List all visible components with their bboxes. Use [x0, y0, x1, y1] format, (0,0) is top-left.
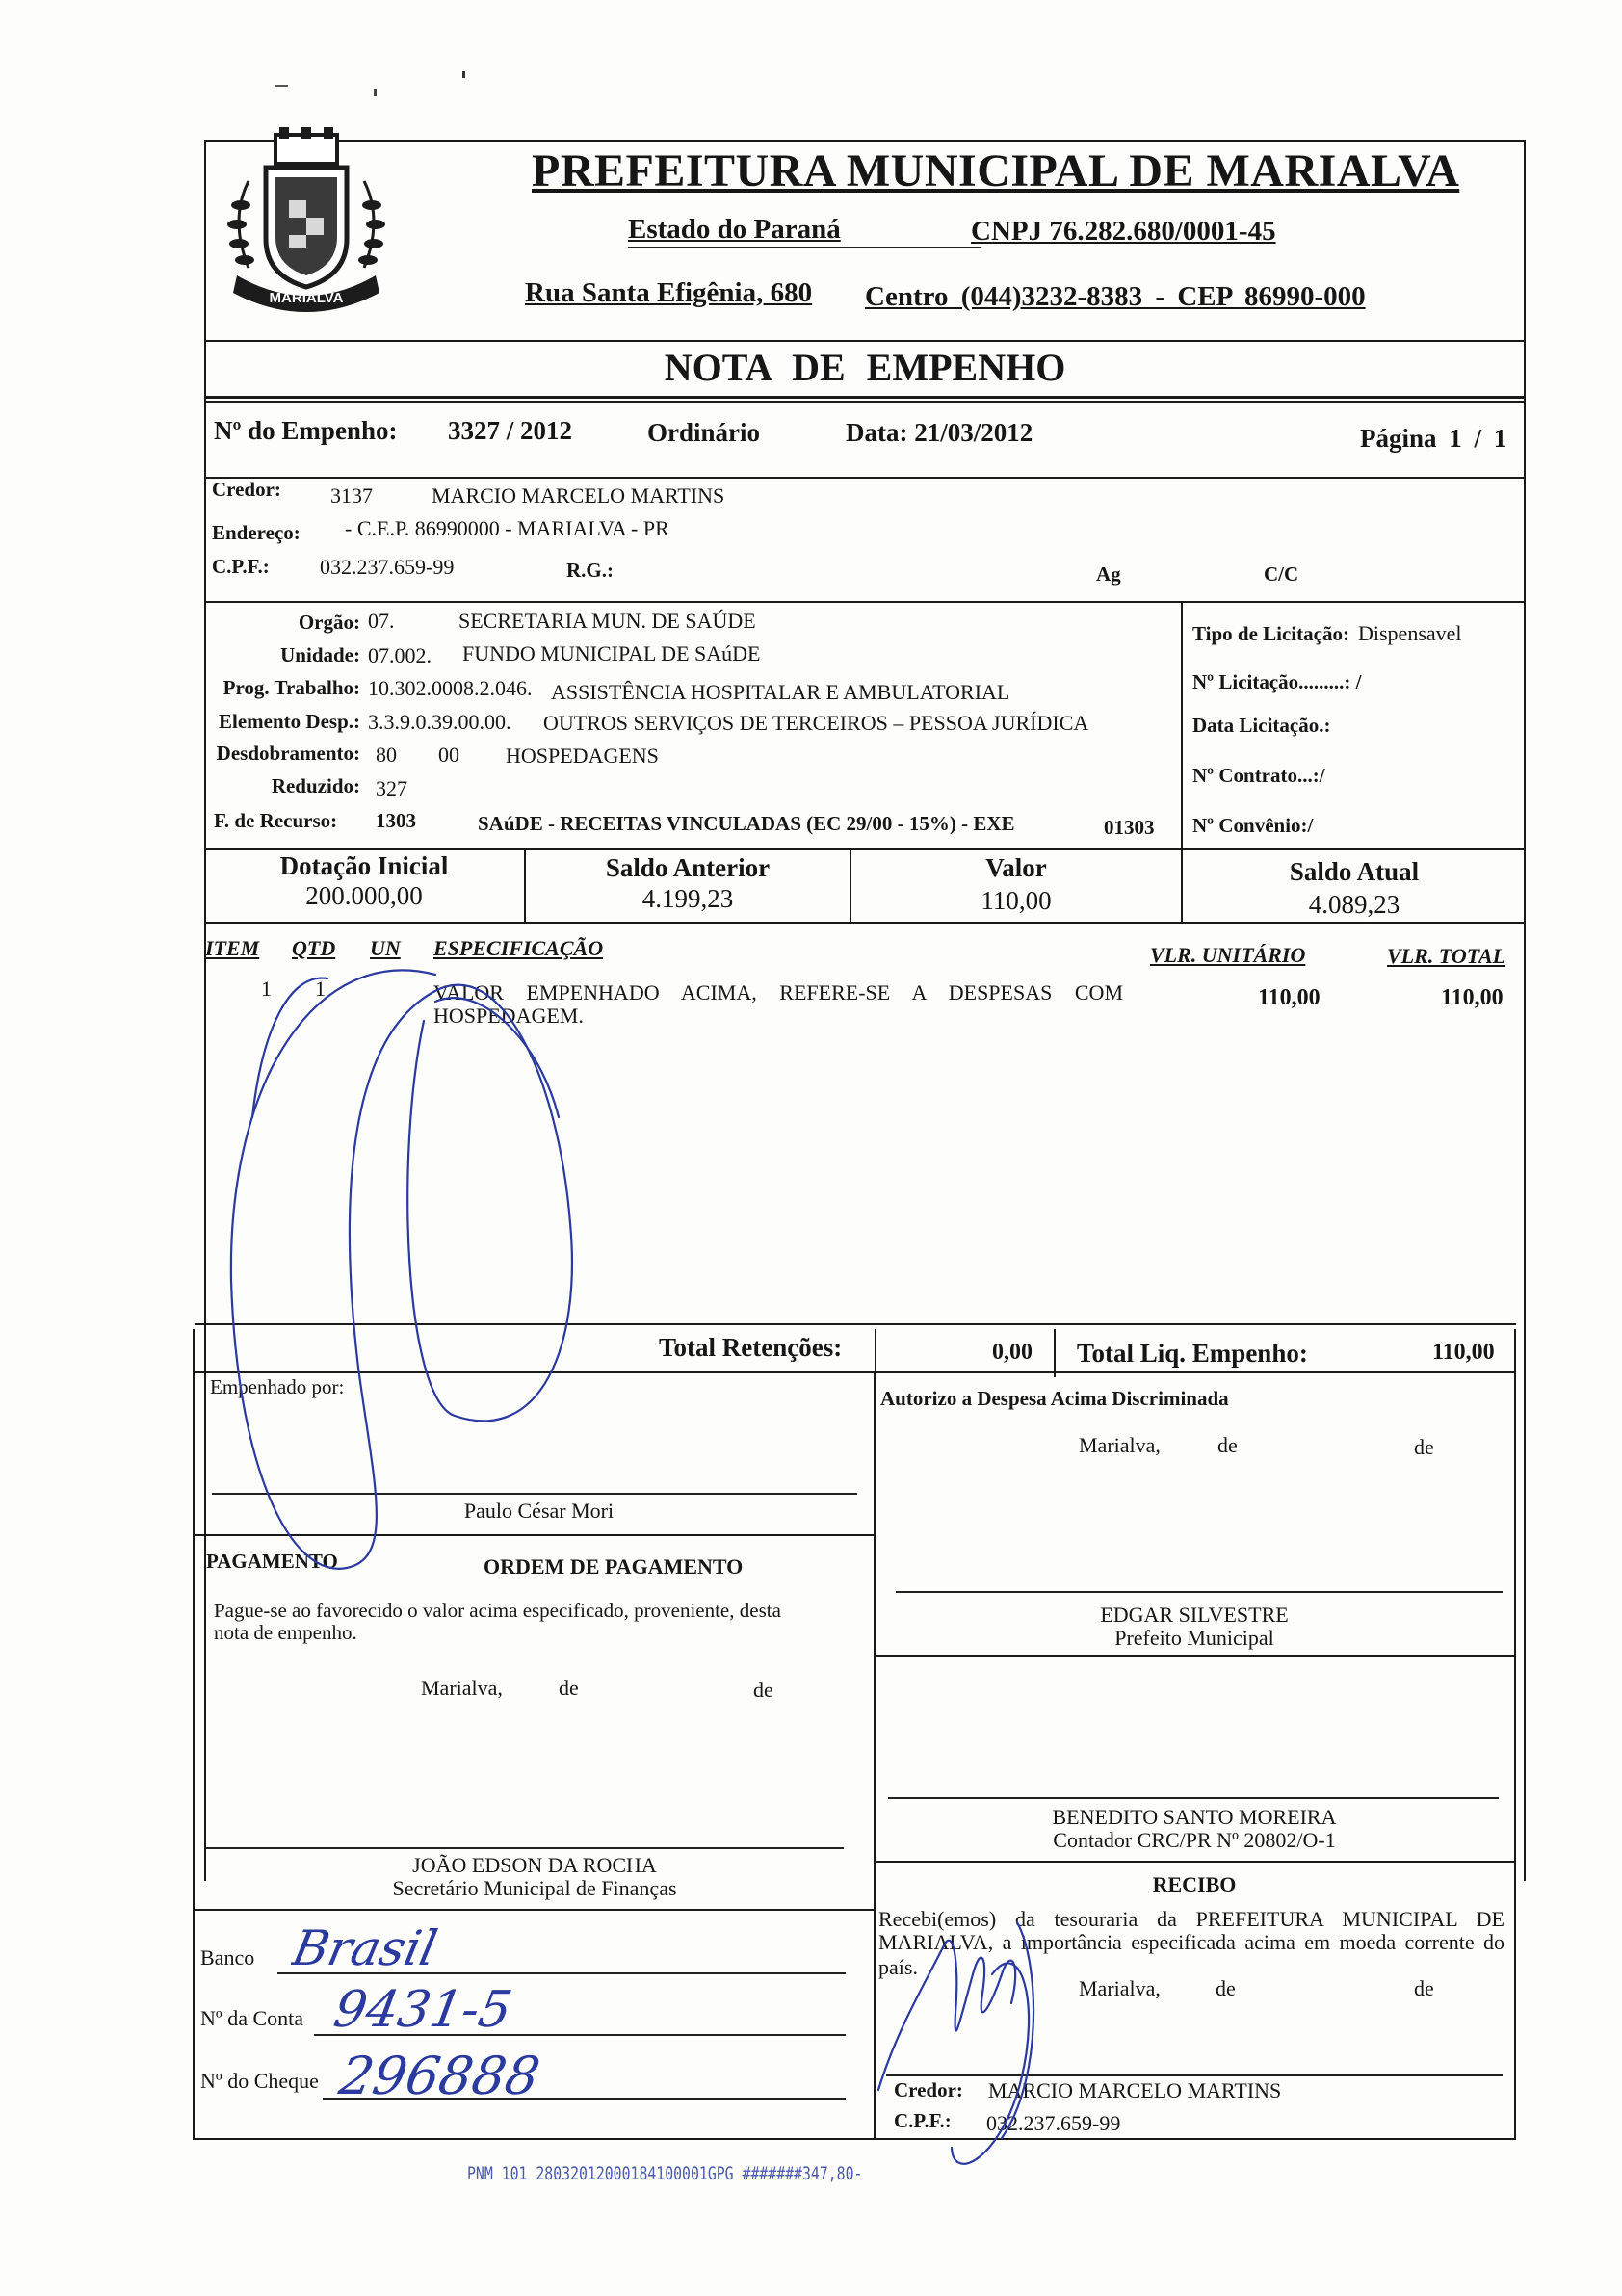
rule-budget-split	[1181, 601, 1183, 849]
recibo-cpf-label: C.P.F.:	[894, 2109, 952, 2132]
row-spec-line2: HOSPEDAGEM.	[433, 1004, 584, 1028]
elemento-code: 3.3.9.0.39.00.00.	[368, 710, 511, 734]
autorizo-de1: de	[1217, 1433, 1238, 1457]
col-spec: ESPECIFICAÇÃO	[433, 936, 604, 960]
frame-left-lower	[193, 1329, 195, 2140]
rule-empenho	[204, 477, 1526, 479]
data-licitacao: Data Licitação.:	[1192, 714, 1331, 737]
recibo-text-2: MARIALVA, a importância especificada acima em moeda corrente do	[878, 1930, 1504, 1954]
row-total: 110,00	[1441, 985, 1504, 1010]
rule-sign-split	[874, 1371, 876, 2138]
saldo-atual-value: 4.089,23	[1308, 890, 1400, 919]
rule-budget	[204, 848, 1526, 850]
unidade: FUNDO MUNICIPAL DE SAúDE	[462, 641, 761, 665]
scan-mark	[374, 89, 377, 96]
dotacao-label: Dotação Inicial	[279, 851, 449, 880]
pagamento-text-2: nota de empenho.	[214, 1621, 357, 1644]
rule-saldos	[204, 922, 1526, 924]
header-contact: Centro (044)3232-8383 - CEP 86990-000	[865, 281, 1366, 312]
rule-header	[204, 340, 1526, 342]
pagamento-role: Secretário Municipal de Finanças	[392, 1876, 677, 1900]
banco-label: Banco	[200, 1945, 255, 1970]
orgao: SECRETARIA MUN. DE SAÚDE	[458, 609, 756, 633]
contador-role: Contador CRC/PR Nº 20802/O-1	[1053, 1828, 1336, 1852]
tipo-licitacao-label: Tipo de Licitação:	[1192, 622, 1349, 645]
orgao-code: 07.	[368, 609, 395, 633]
pagamento-title: ORDEM DE PAGAMENTO	[484, 1554, 744, 1578]
autorizo-de2: de	[1414, 1435, 1434, 1459]
signature-oval	[231, 970, 572, 1568]
retencoes-value: 0,00	[992, 1340, 1033, 1365]
banco-line	[277, 1972, 846, 1974]
autorizo-signer: EDGAR SILVESTRE	[1100, 1603, 1289, 1627]
recibo-sign-line	[886, 2074, 1503, 2076]
retencoes-label: Total Retenções:	[659, 1333, 843, 1362]
recibo-place: Marialva,	[1079, 1976, 1161, 2000]
unidade-code: 07.002.	[368, 643, 432, 667]
credor-cpf: 032.237.659-99	[320, 555, 455, 579]
rule-bank	[195, 1909, 875, 1911]
crest-text: MARIALVA	[269, 290, 344, 306]
empenhado-label: Empenhado por:	[210, 1375, 345, 1398]
numero-licitacao: Nº Licitação.........: /	[1192, 670, 1362, 693]
header-cnpj: CNPJ 76.282.680/0001-45	[971, 216, 1276, 247]
valor-label: Valor	[985, 853, 1047, 882]
footer-code: PNM 101 28032012000184100001GPG #######347,80-	[467, 2163, 863, 2184]
empenhado-sign-line	[212, 1493, 857, 1495]
pagamento-label: PAGAMENTO	[206, 1550, 338, 1573]
cpf-label: C.P.F.:	[212, 555, 270, 578]
cc-label: C/C	[1264, 562, 1299, 586]
recibo-title: RECIBO	[1152, 1872, 1237, 1896]
elemento-label: Elemento Desp.:	[219, 710, 360, 733]
empenho-number: 3327 / 2012	[448, 416, 573, 445]
conta-value: 9431-5	[331, 1980, 516, 2039]
contrato: Nº Contrato...:/	[1192, 764, 1325, 787]
header-title: PREFEITURA MUNICIPAL DE MARIALVA	[532, 145, 1460, 196]
saldo-anterior-label: Saldo Anterior	[605, 853, 771, 882]
convenio: Nº Convênio:/	[1192, 814, 1314, 837]
rule-recibo	[875, 1861, 1516, 1863]
credor-name: MARCIO MARCELO MARTINS	[432, 483, 725, 508]
saldo-atual-label: Saldo Atual	[1289, 857, 1420, 886]
empenho-type: Ordinário	[647, 418, 761, 447]
row-qtd: 1	[315, 977, 326, 1001]
row-item: 1	[261, 977, 272, 1001]
recibo-de2: de	[1414, 1976, 1434, 2000]
empenho-page: Página 1 / 1	[1360, 424, 1507, 453]
rule-totals-1	[875, 1329, 876, 1377]
empenho-number-label: Nº do Empenho:	[214, 416, 398, 445]
recibo-text-3: país.	[878, 1955, 918, 1979]
recurso: SAúDE - RECEITAS VINCULADAS (EC 29/00 - 15%) - EXE	[478, 812, 1015, 835]
pagamento-signer: JOÃO EDSON DA ROCHA	[412, 1853, 657, 1877]
row-unit: 110,00	[1258, 985, 1321, 1010]
pagamento-sign-line	[206, 1847, 844, 1849]
prog-label: Prog. Trabalho:	[222, 676, 360, 699]
banco-value: Brasil	[291, 1919, 442, 1976]
elemento: OUTROS SERVIÇOS DE TERCEIROS – PESSOA JURÍDICA	[543, 711, 1089, 735]
autorizo-role: Prefeito Municipal	[1114, 1626, 1274, 1650]
col-unit: VLR. UNITÁRIO	[1150, 943, 1306, 967]
credor-label: Credor:	[212, 478, 281, 501]
empenhado-signer: Paulo César Mori	[463, 1499, 615, 1523]
header-state: Estado do Paraná	[628, 214, 841, 245]
recibo-credor: MARCIO MARCELO MARTINS	[988, 2078, 1282, 2102]
credor-code: 3137	[330, 483, 373, 508]
recurso-code: 1303	[376, 809, 416, 832]
recurso-num: 01303	[1104, 816, 1155, 839]
desdobramento-label: Desdobramento:	[216, 742, 360, 765]
recibo-cpf: 032.237.659-99	[986, 2111, 1121, 2135]
rule-title-2	[204, 401, 1526, 403]
prog-code: 10.302.0008.2.046.	[368, 676, 533, 700]
orgao-label: Orgão:	[298, 611, 360, 634]
col-total: VLR. TOTAL	[1387, 944, 1506, 968]
col-un: UN	[370, 936, 401, 960]
autorizo-place: Marialva,	[1079, 1433, 1161, 1457]
cheque-label: Nº do Cheque	[200, 2069, 319, 2093]
recibo-credor-label: Credor:	[894, 2078, 963, 2101]
rule-totals-2	[1054, 1329, 1056, 1377]
liquido-value: 110,00	[1432, 1340, 1495, 1365]
conta-handwritten	[331, 1974, 620, 2042]
contador-signer: BENEDITO SANTO MOREIRA	[1052, 1805, 1337, 1829]
pagamento-place: Marialva,	[421, 1676, 503, 1700]
col-qtd: QTD	[292, 936, 336, 960]
rule-contador	[875, 1655, 1516, 1657]
frame-top	[204, 140, 1526, 142]
liquido-label: Total Liq. Empenho:	[1077, 1339, 1308, 1368]
conta-line	[314, 2034, 846, 2036]
pagamento-de2: de	[753, 1678, 773, 1702]
header-address: Rua Santa Efigênia, 680	[525, 277, 813, 308]
prog: ASSISTÊNCIA HOSPITALAR E AMBULATORIAL	[551, 680, 1010, 704]
address-label: Endereço:	[212, 521, 301, 544]
ag-label: Ag	[1096, 562, 1121, 586]
tipo-licitacao: Dispensavel	[1358, 621, 1462, 645]
reduzido-label: Reduzido:	[271, 774, 360, 797]
conta-label: Nº da Conta	[200, 2006, 304, 2030]
document-title: NOTA DE EMPENHO	[664, 346, 1066, 389]
valor-value: 110,00	[981, 886, 1052, 915]
rule-title-1	[204, 396, 1526, 399]
frame-bottom	[193, 2138, 1516, 2140]
scan-mark	[462, 71, 465, 78]
header-state-rule	[628, 247, 981, 248]
contador-sign-line	[888, 1797, 1499, 1799]
recibo-text-1: Recebi(emos) da tesouraria da PREFEITURA MUNICIPAL DE	[878, 1907, 1504, 1931]
pagamento-text-1: Pague-se ao favorecido o valor acima especificado, proveniente, desta	[214, 1599, 781, 1622]
recibo-de1: de	[1216, 1976, 1236, 2000]
rule-totals-top	[195, 1323, 1516, 1325]
rule-pagamento	[195, 1534, 875, 1536]
cheque-line	[323, 2098, 846, 2100]
scan-mark	[275, 85, 288, 87]
unidade-label: Unidade:	[280, 643, 360, 666]
dotacao-value: 200.000,00	[305, 881, 423, 910]
saldo-anterior-value: 4.199,23	[641, 884, 734, 913]
municipal-crest	[220, 114, 393, 330]
rule-credor	[204, 601, 1526, 603]
col-item: ITEM	[205, 936, 260, 960]
desdobramento-code: 80	[376, 743, 397, 767]
autorizo-sign-line	[896, 1591, 1503, 1593]
autorizo-label: Autorizo a Despesa Acima Discriminada	[880, 1387, 1229, 1410]
row-spec-line1: VALOR EMPENHADO ACIMA, REFERE-SE A DESPESAS COM	[433, 980, 1123, 1004]
pagamento-de1: de	[559, 1676, 579, 1700]
credor-address: - C.E.P. 86990000 - MARIALVA - PR	[345, 516, 669, 540]
cheque-value: 296888	[337, 2045, 545, 2106]
rg-label: R.G.:	[566, 559, 614, 582]
empenho-date: Data: 21/03/2012	[846, 418, 1033, 447]
recurso-label: F. de Recurso:	[214, 809, 338, 832]
desdobramento: HOSPEDAGENS	[506, 744, 659, 768]
rule-totals-bottom	[195, 1371, 1516, 1373]
desdobramento-sub: 00	[438, 743, 459, 767]
frame-right-lower	[1514, 1329, 1516, 2140]
reduzido: 327	[376, 776, 407, 800]
